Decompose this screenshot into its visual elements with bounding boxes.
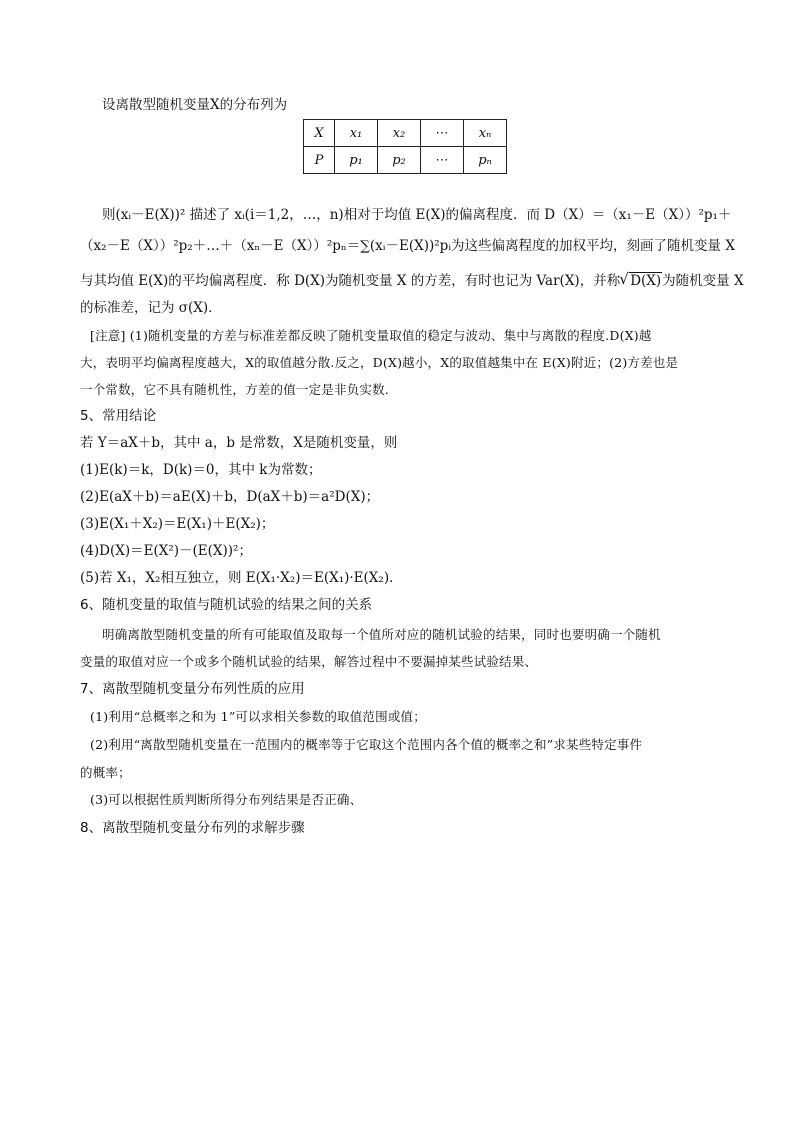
table-cell: x₁ bbox=[335, 120, 378, 147]
sec7-line1: (1)利用“总概率之和为 1”可以求相关参数的取值范围或值； bbox=[90, 709, 426, 724]
para1-line3 bbox=[80, 271, 744, 291]
table-cell: p₁ bbox=[335, 147, 378, 174]
sec5-item: (4)D(X)＝E(X²)－(E(X))²； bbox=[80, 543, 252, 559]
sec7-line2: (2)利用“离散型随机变量在一范围内的概率等于它取这个范围内各个值的概率之和”求某些特定事件 bbox=[90, 737, 643, 752]
note-line1: [注意] (1)随机变量的方差与标准差都反映了随机变量取值的稳定与波动、集中与离散的程度.D(X)越 bbox=[90, 328, 652, 343]
sec7-line4: (3)可以根据性质判断所得分布列结果是否正确、 bbox=[90, 792, 363, 807]
sec6-line2: 变量的取值对应一个或多个随机试验的结果，解答过程中不要漏掉某些试验结果、 bbox=[80, 654, 538, 669]
table-cell: xₙ bbox=[464, 120, 507, 147]
note-line3: 一个常数，它不具有随机性，方差的值一定是非负实数. bbox=[80, 382, 389, 397]
table-cell: P bbox=[304, 147, 335, 174]
sec5-item: (3)E(X₁＋X₂)＝E(X₁)＋E(X₂)； bbox=[80, 516, 275, 532]
distribution-table bbox=[303, 119, 507, 174]
table-cell: X bbox=[304, 120, 335, 147]
table-cell: x₂ bbox=[378, 120, 421, 147]
sec7-title: 7、离散型随机变量分布列性质的应用 bbox=[80, 681, 305, 697]
table-cell: pₙ bbox=[464, 147, 507, 174]
note-line2: 大，表明平均偏离程度越大，X的取值越分散.反之，D(X)越小，X的取值越集中在 E(X)附近；(2)方差也是 bbox=[80, 355, 679, 370]
table-row bbox=[304, 147, 507, 174]
sec5-intro: 若 Y＝aX＋b，其中 a，b 是常数，X是随机变量，则 bbox=[80, 435, 398, 451]
sec7-line3: 的概率； bbox=[80, 765, 131, 780]
para1-line1: 则(xᵢ－E(X))² 描述了 xᵢ(i＝1,2，…，n)相对于均值 E(X)的偏离程度．而 D（X）＝（x₁－E（X））²p₁＋ bbox=[102, 207, 732, 223]
sec5-item: (5)若 X₁，X₂相互独立，则 E(X₁·X₂)＝E(X₁)·E(X₂)． bbox=[80, 570, 403, 586]
intro-text: 设离散型随机变量X的分布列为 bbox=[102, 97, 288, 113]
sqrt-dx: √ D(X) bbox=[620, 271, 662, 291]
sec6-line1: 明确离散型随机变量的所有可能取值及取每一个值所对应的随机试验的结果，同时也要明确一个随机 bbox=[102, 627, 661, 642]
para1-line4: 的标准差，记为 σ(X)． bbox=[80, 300, 222, 316]
table-cell: ⋯ bbox=[421, 120, 464, 147]
sec5-item: (1)E(k)＝k，D(k)＝0，其中 k为常数； bbox=[80, 462, 322, 478]
para1-line2: （x₂－E（X））²p₂＋…＋（xₙ－E（X））²pₙ＝∑(xᵢ－E(X))²pᵢ为这些偏离程度的加权平均，刻画了随机变量 X bbox=[80, 238, 735, 254]
para1-line3-b: 为随机变量 X bbox=[662, 273, 744, 289]
sec6-title: 6、随机变量的取值与随机试验的结果之间的关系 bbox=[80, 597, 373, 613]
table-row bbox=[304, 120, 507, 147]
sec5-title: 5、常用结论 bbox=[80, 408, 157, 424]
table-cell: p₂ bbox=[378, 147, 421, 174]
sec5-item: (2)E(aX＋b)＝aE(X)＋b，D(aX＋b)＝a²D(X)； bbox=[80, 489, 380, 505]
table-cell: ⋯ bbox=[421, 147, 464, 174]
para1-line3-a: 与其均值 E(X)的平均偏离程度．称 D(X)为随机变量 X 的方差，有时也记为 Var(X)，并称 bbox=[80, 273, 621, 289]
sec8-title: 8、离散型随机变量分布列的求解步骤 bbox=[80, 820, 305, 836]
